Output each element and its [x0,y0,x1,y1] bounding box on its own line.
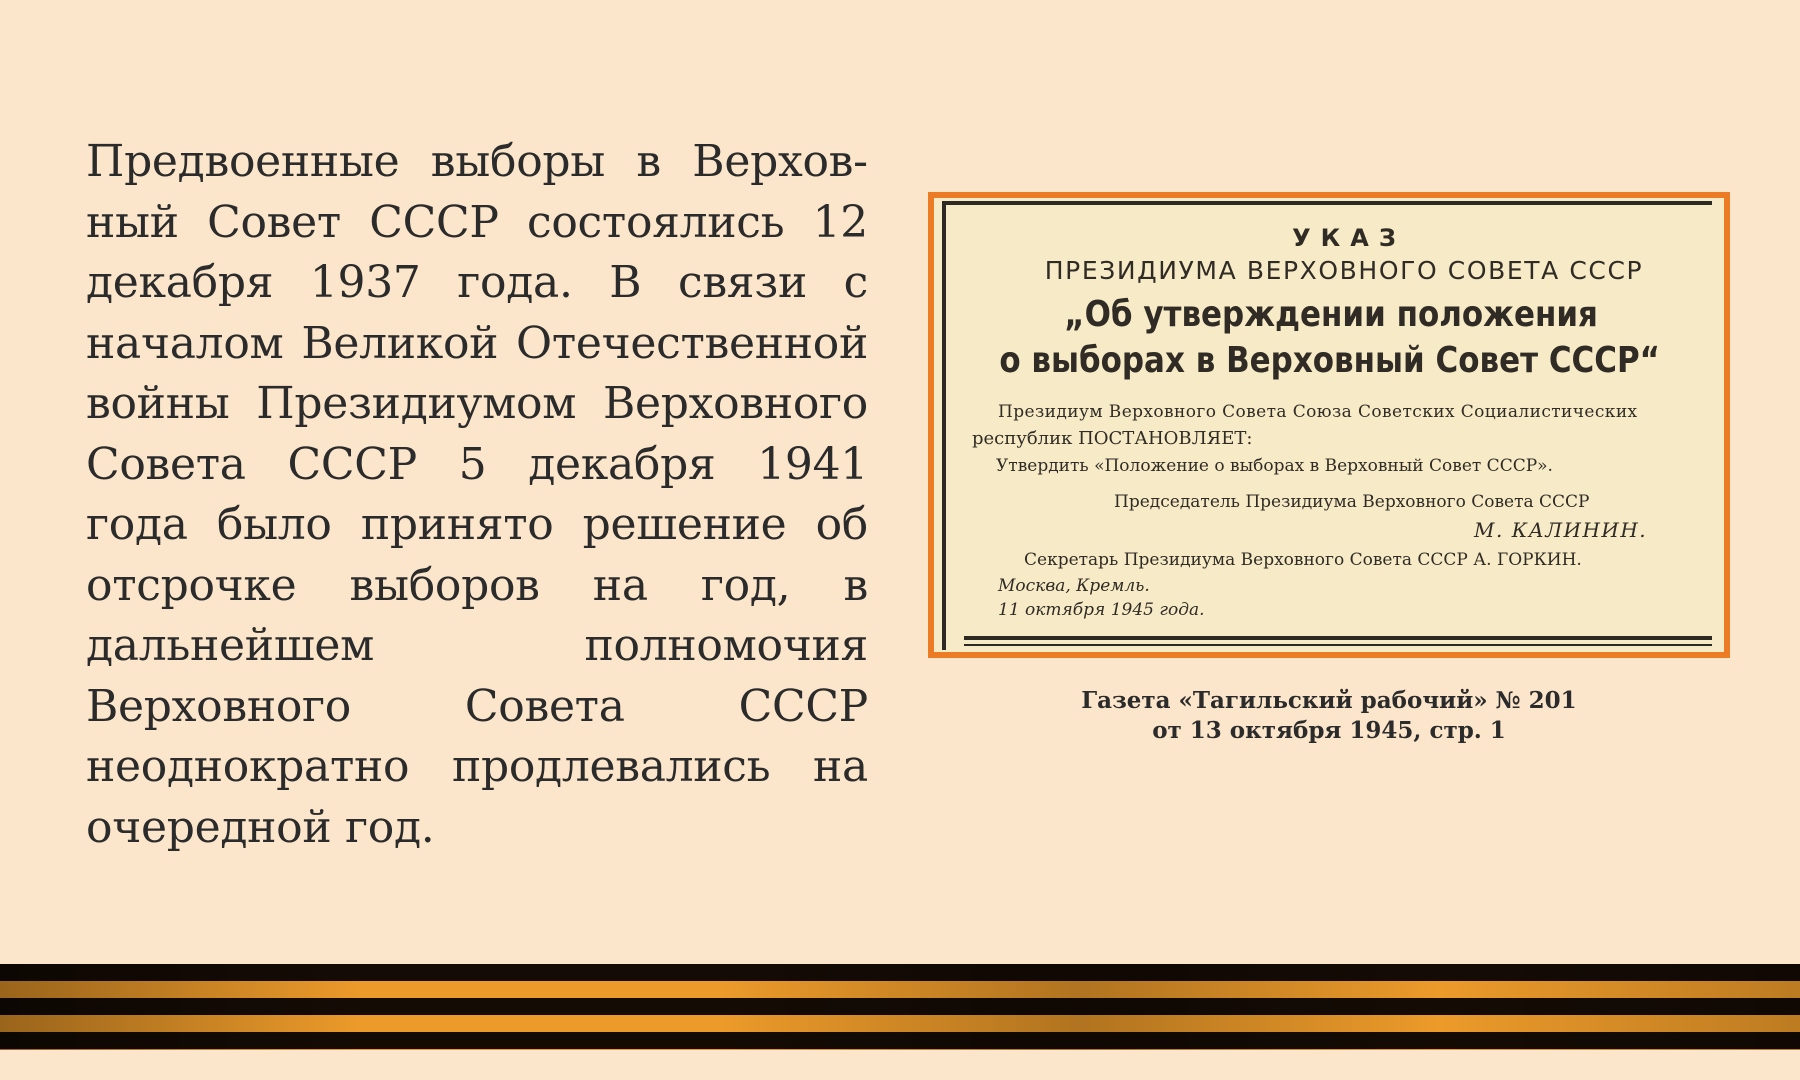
clipping-body-line2: республик ПОСТАНОВЛЯЕТ: [972,428,1253,449]
ribbon-shading [0,964,1800,1050]
clipping-headline-line2: о выборах в Верховный Совет СССР“ [999,340,1661,381]
newspaper-clipping [928,192,1730,658]
clipping-headline-line1: „Об утверждении положения [1064,294,1598,335]
clipping-body-line3: Утвердить «Положение о выборах в Верховный Совет СССР». [996,456,1553,476]
clipping-bottom-rule [964,636,1712,640]
clipping-place: Москва, Кремль. [998,576,1150,596]
main-paragraph: Предвоенные выборы в Верховный Совет СССР состоялись 12 декабря 1937 года. В связи с началом Великой Отечественной войны Президиумом Верховного Совета СССР 5 декабря 1941 года было принято решение об отсрочке выборов на год, в дальнейшем полномочия Верховного Совета СССР неоднократно продлевались на очередной год. [86,136,868,853]
clipping-caption [928,686,1730,746]
clipping-chairman-title: Председатель Президиума Верховного Совета СССР [1114,492,1590,512]
clipping-top-rule [942,201,1712,205]
clipping-title-word: УКАЗ [1292,224,1406,252]
clipping-secretary: Секретарь Президиума Верховного Совета СССР А. ГОРКИН. [1024,550,1582,570]
clipping-bottom-rule-thin [964,644,1712,646]
clipping-date: 11 октября 1945 года. [998,600,1205,620]
clipping-title-org: ПРЕЗИДИУМА ВЕРХОВНОГО СОВЕТА СССР [1044,256,1644,285]
clipping-body-line1: Президиум Верховного Совета Союза Советских Социалистических [998,402,1638,422]
caption-line2: от 13 октября 1945, стр. 1 [1152,717,1506,744]
clipping-chairman-name: М. КАЛИНИН. [1474,518,1648,542]
caption-line1: Газета «Тагильский рабочий» № 201 [1081,687,1577,714]
